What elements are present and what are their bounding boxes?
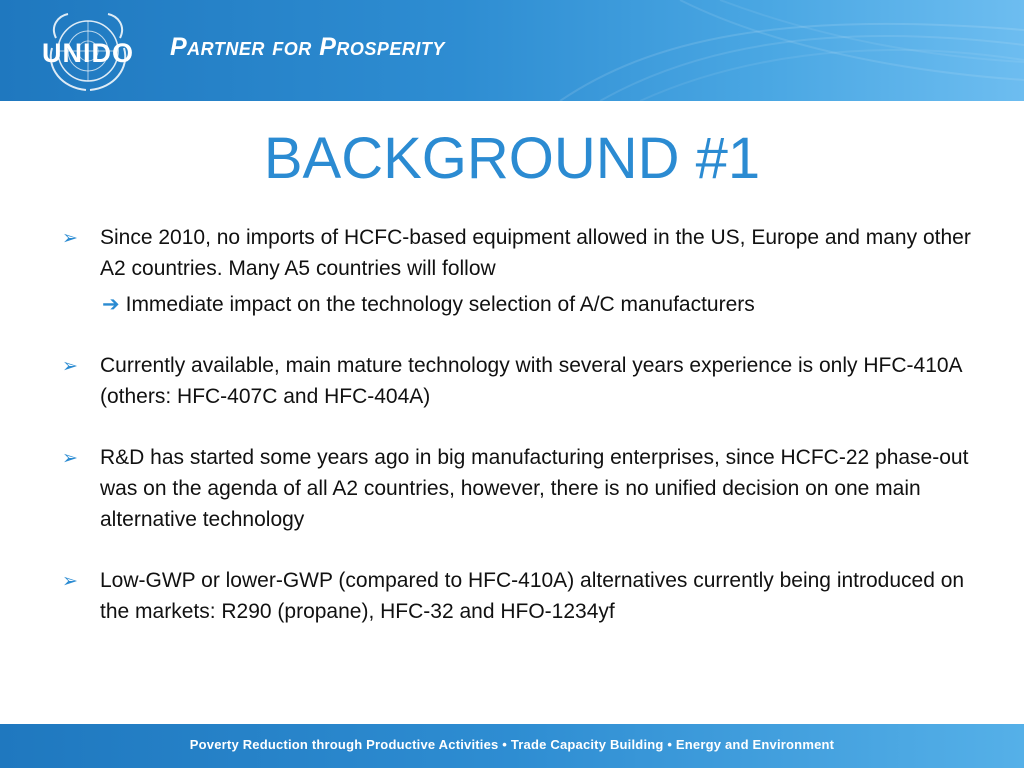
bullet-text: R&D has started some years ago in big manufacturing enterprises, since HCFC-22 phase-out was on the agenda of all A2 countries, however, there is no unified decision on one main alternative technology bbox=[100, 446, 969, 531]
tagline: Partner for Prosperity bbox=[170, 33, 445, 61]
sub-point-text: Immediate impact on the technology selection of A/C manufacturers bbox=[125, 293, 755, 316]
arrowhead-bullet-icon: ➢ bbox=[62, 356, 78, 377]
bullet-item bbox=[60, 565, 980, 627]
unido-logo[interactable] bbox=[38, 8, 138, 94]
bullet-text: Since 2010, no imports of HCFC-based equipment allowed in the US, Europe and many other A2 countries. Many A5 countries will follow bbox=[100, 226, 971, 280]
header-banner bbox=[0, 0, 1024, 101]
bullet-item bbox=[60, 222, 980, 320]
sub-point bbox=[100, 289, 980, 320]
bullet-list bbox=[60, 222, 980, 657]
arrowhead-bullet-icon: ➢ bbox=[62, 228, 78, 249]
bullet-text: Currently available, main mature technology with several years experience is only HFC-410A (others: HFC-407C and HFC-404A) bbox=[100, 354, 962, 408]
footer-banner bbox=[0, 724, 1024, 768]
footer-text: Poverty Reduction through Productive Activities • Trade Capacity Building • Energy and Environment bbox=[189, 737, 835, 752]
arrowhead-bullet-icon: ➢ bbox=[62, 448, 78, 469]
logo-text: UNIDO bbox=[42, 38, 134, 68]
header-swirl-decoration bbox=[0, 0, 1024, 101]
arrowhead-bullet-icon: ➢ bbox=[62, 571, 78, 592]
slide-title: BACKGROUND #1 bbox=[263, 126, 761, 191]
right-arrow-icon: ➔ bbox=[102, 293, 120, 316]
bullet-item bbox=[60, 442, 980, 535]
bullet-text: Low-GWP or lower-GWP (compared to HFC-410A) alternatives currently being introduced on the markets: R290 (propane), HFC-32 and HFO-1234yf bbox=[100, 569, 965, 623]
bullet-item bbox=[60, 350, 980, 412]
